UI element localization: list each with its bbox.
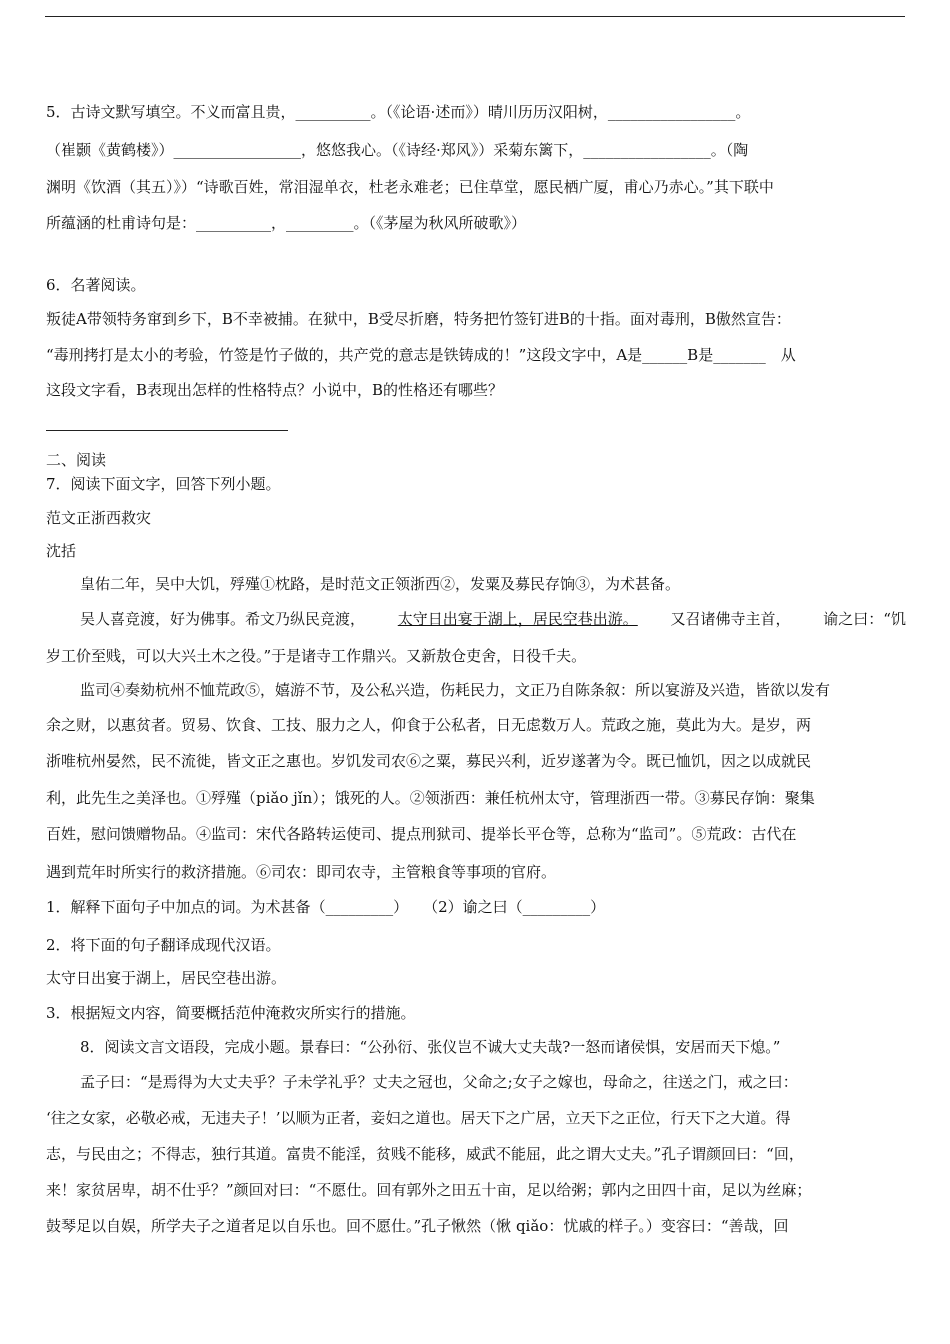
q8-heading: 8．阅读文言文语段，完成小题。景春曰：“公孙衍、张仪岂不诚大丈夫哉?一怒而诸侯惧，安居而天下熄。” [80,1038,781,1056]
passage-p3-line-3: 浙唯杭州晏然，民不流徙，皆文正之惠也。岁饥发司农⑥之粟，募民兴利，近岁遂著为令。既已恤饥，因之以成就民 [46,752,812,770]
passage-p3-line-6: 遇到荒年时所实行的救济措施。⑥司农：即司农寺，主管粮食等事项的官府。 [46,863,557,881]
answer-rule [46,430,288,431]
q7-heading: 7．阅读下面文字，回答下列小题。 [46,475,281,493]
passage-title: 范文正浙西救灾 [46,509,152,527]
top-rule [45,16,905,17]
q8-line-2: ‘往之女家，必敬必戒，无违夫子！’以顺为正者，妾妇之道也。居天下之广居，立天下之正位，行天下之大道。得 [46,1109,791,1127]
section-heading: 二、阅读 [46,451,107,469]
passage-p2-line-1: 吴人喜竞渡，好为佛事。希文乃纵民竞渡， 太守日出宴于湖上，居民空巷出游。 又召诸佛寺主首， 谕之曰：“饥 [80,610,906,628]
dotted-char: 备 [295,898,311,916]
passage-p3-line-2: 余之财，以惠贫者。贸易、饮食、工技、服力之人，仰食于公私者，日无虑数万人。荒政之施，莫此为大。是岁，两 [46,716,812,734]
q6-line-1: 叛徒A带领特务窜到乡下，B不幸被捕。在狱中，B受尽折磨，特务把竹签钉进B的十指。面对毒刑，B傲然宣告： [46,310,791,328]
q8-line-3: 志，与民由之；不得志，独行其道。富贵不能淫，贫贱不能移，威武不能屈，此之谓大丈夫。”孔子谓颜回曰：“回， [46,1145,804,1163]
q7-sub-2-sentence: 太守日出宴于湖上，居民空巷出游。 [46,969,287,987]
dotted-char: 谕 [462,898,478,916]
q6-line-2: “毒刑拷打是太小的考验，竹签是竹子做的，共产党的意志是铁铸成的！”这段文字中，A是______B是_______ 从 [46,346,796,364]
passage-p2-line-2: 岁工价至贱，可以大兴土木之役。”于是诸寺工作鼎兴。又新敖仓吏舍，日役千夫。 [46,647,587,665]
q5-line-3: 渊明《饮酒（其五）》）“诗歌百姓，常泪湿单衣，杜老永难老；已住草堂，愿民栖广厦，甫心乃赤心。”其下联中 [46,178,774,196]
passage-p3-line-4: 利，此先生之美泽也。①殍殣（piǎo jǐn）；饿死的人。②领浙西：兼任杭州太守，管理浙西一带。③募民存饷：聚集 [46,789,815,807]
q7-sub-3: 3．根据短文内容，简要概括范仲淹救灾所实行的措施。 [46,1004,416,1022]
q8-line-5: 鼓琴足以自娱，所学夫子之道者足以自乐也。回不愿仕。”孔子愀然（愀 qiǎo：忧戚的样子。）变容曰：“善哉，回 [46,1217,789,1235]
q5-line-4: 所蕴涵的杜甫诗句是：__________，_________。（《茅屋为秋风所破歌》） [46,214,527,232]
underlined-sentence: 太守日出宴于湖上，居民空巷出游。 [397,610,638,628]
passage-p3-line-5: 百姓，慰问馈赠物品。④监司：宋代各路转运使司、提点刑狱司、提举长平仓等，总称为“监司”。⑤荒政：古代在 [46,825,797,843]
passage-p1: 皇佑二年，吴中大饥，殍殣①枕路，是时范文正领浙西②，发粟及募民存饷③，为术甚备。 [80,575,681,593]
q5-line-2: （崔颢《黄鹤楼》）_________________，悠悠我心。（《诗经·郑风》）采菊东篱下，_________________。（陶 [46,141,749,159]
q8-line-1: 孟子曰：“是焉得为大丈夫乎？子未学礼乎？丈夫之冠也，父命之;女子之嫁也，母命之，往送之门，戒之曰： [80,1073,798,1091]
q8-line-4: 来！家贫居卑，胡不仕乎？”颜回对曰：“不愿仕。回有郭外之田五十亩，足以给粥；郭内之田四十亩，足以为丝麻； [46,1181,812,1199]
q5-line-1: 5．古诗文默写填空。不义而富且贵，__________。（《论语·述而》）晴川历历汉阳树，_________________。 [46,103,751,121]
passage-author: 沈括 [46,542,77,560]
q7-sub-2: 2．将下面的句子翻译成现代汉语。 [46,936,281,954]
q7-sub-1: 1．解释下面句子中加点的词。为术甚备（_________） （2）谕之曰（_________） [46,898,606,916]
passage-p3-line-1: 监司④奏劾杭州不恤荒政⑤，嬉游不节，及公私兴造，伤耗民力，文正乃自陈条叙：所以宴游及兴造，皆欲以发有 [80,681,831,699]
q6-heading: 6．名著阅读。 [46,276,146,294]
q6-line-3: 这段文字看，B表现出怎样的性格特点？小说中，B的性格还有哪些？ [46,381,504,399]
